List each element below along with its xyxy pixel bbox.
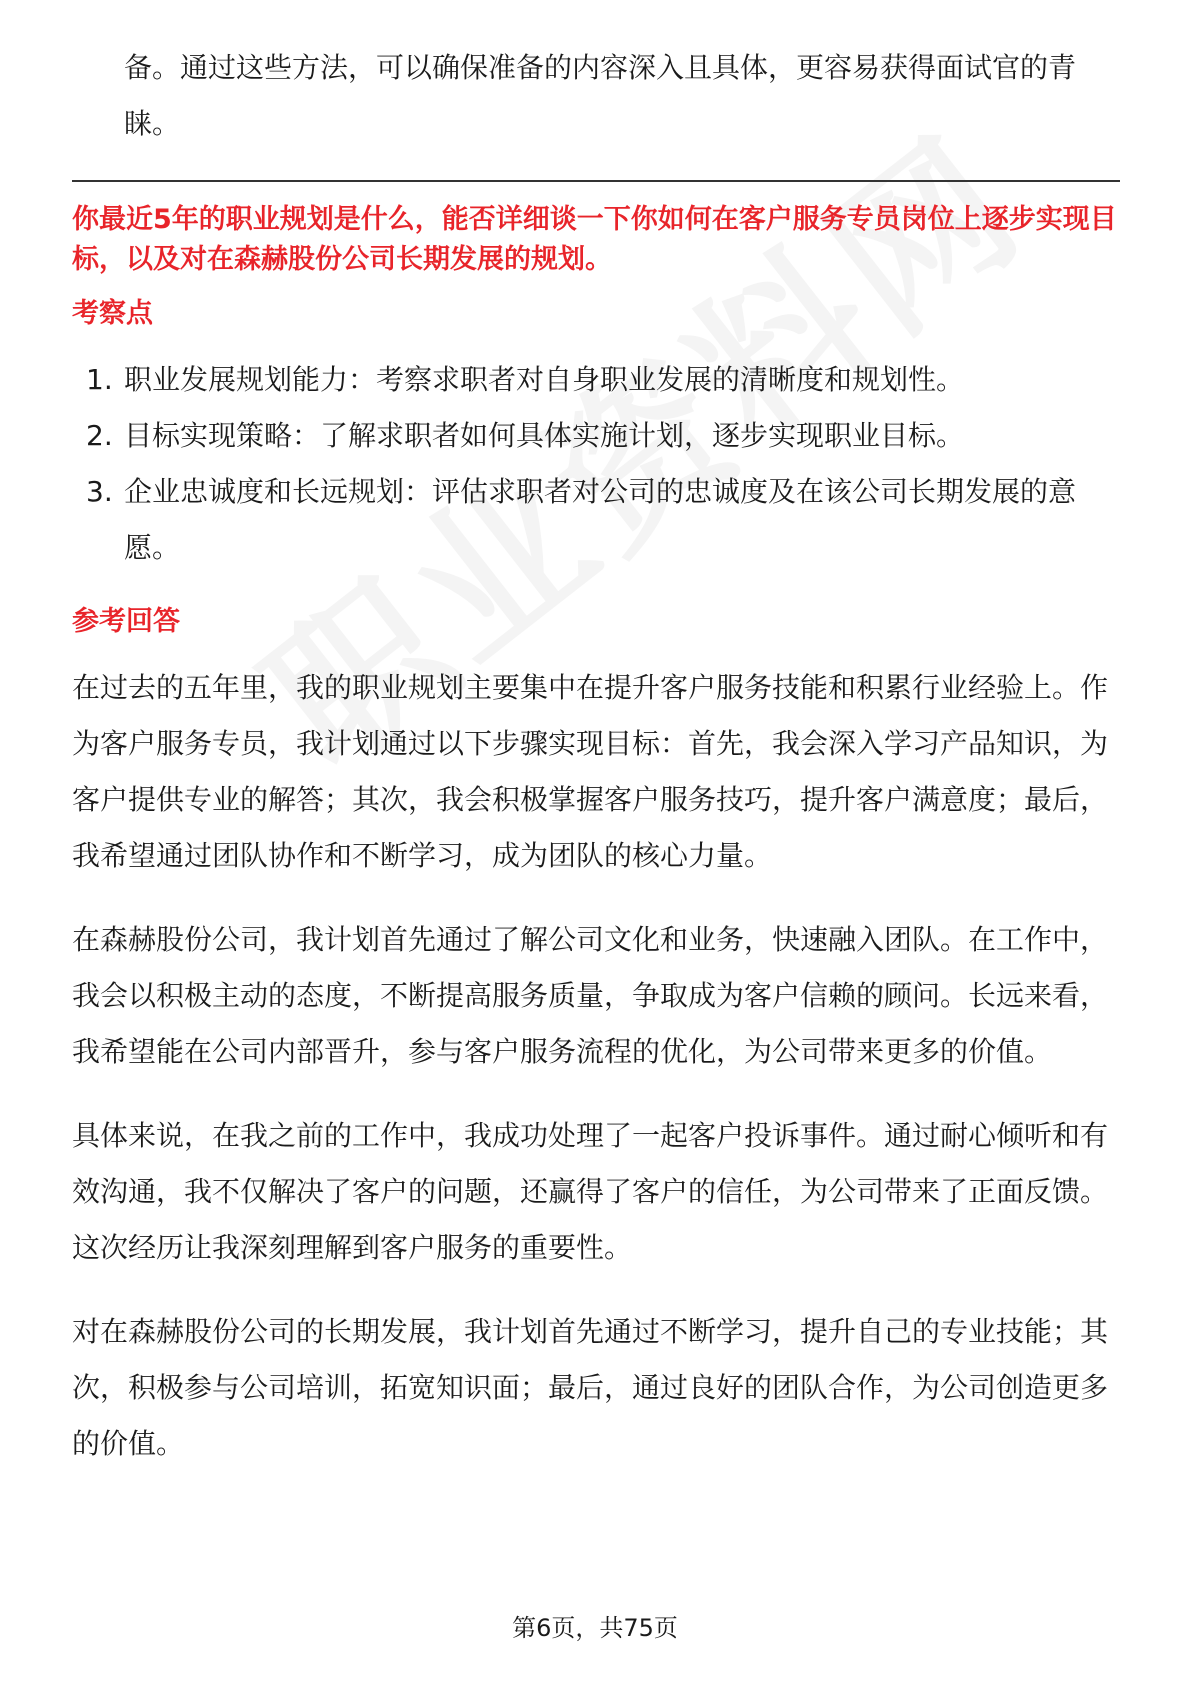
answer-paragraph: 在森赫股份公司，我计划首先通过了解公司文化和业务，快速融入团队。在工作中，我会以积极主动的态度，不断提高服务质量，争取成为客户信赖的顾问。长远来看，我希望能在公司内部晋升，参与客户服务流程的优化，为公司带来更多的价值。 bbox=[72, 923, 1109, 1068]
list-item-text: 职业发展规划能力：考察求职者对自身职业发展的清晰度和规划性。 bbox=[124, 363, 965, 396]
list-item-text: 目标实现策略：了解求职者如何具体实施计划，逐步实现职业目标。 bbox=[124, 419, 965, 452]
list-item-number: 3. bbox=[86, 475, 113, 508]
interview-question: 你最近5年的职业规划是什么，能否详细谈一下你如何在客户服务专员岗位上逐步实现目标，以及对在森赫股份公司长期发展的规划。 bbox=[72, 204, 1117, 275]
answer-paragraph: 对在森赫股份公司的长期发展，我计划首先通过不断学习，提升自己的专业技能；其次，积极参与公司培训，拓宽知识面；最后，通过良好的团队合作，为公司创造更多的价值。 bbox=[72, 1315, 1109, 1460]
page-content bbox=[72, 40, 1120, 1500]
list-item-number: 1. bbox=[86, 363, 113, 396]
list-item bbox=[72, 408, 1120, 464]
page-number: 第6页，共75页 bbox=[512, 1614, 678, 1642]
points-section-title: 考察点 bbox=[72, 298, 153, 329]
list-item-text: 企业忠诚度和长远规划：评估求职者对公司的忠诚度及在该公司长期发展的意愿。 bbox=[124, 475, 1077, 564]
answer-paragraph: 在过去的五年里，我的职业规划主要集中在提升客户服务技能和积累行业经验上。作为客户服务专员，我计划通过以下步骤实现目标：首先，我会深入学习产品知识，为客户提供专业的解答；其次，我会积极掌握客户服务技巧，提升客户满意度；最后，我希望通过团队协作和不断学习，成为团队的核心力量。 bbox=[72, 671, 1109, 872]
list-item bbox=[72, 352, 1120, 408]
list-item bbox=[72, 464, 1120, 576]
section-divider bbox=[72, 180, 1120, 182]
points-list bbox=[72, 352, 1120, 576]
answer-section-title: 参考回答 bbox=[72, 606, 180, 637]
continuation-paragraph: 备。通过这些方法，可以确保准备的内容深入且具体，更容易获得面试官的青睐。 bbox=[124, 51, 1077, 140]
list-item-number: 2. bbox=[86, 419, 113, 452]
answer-paragraph: 具体来说，在我之前的工作中，我成功处理了一起客户投诉事件。通过耐心倾听和有效沟通，我不仅解决了客户的问题，还赢得了客户的信任，为公司带来了正面反馈。这次经历让我深刻理解到客户服务的重要性。 bbox=[72, 1119, 1109, 1264]
